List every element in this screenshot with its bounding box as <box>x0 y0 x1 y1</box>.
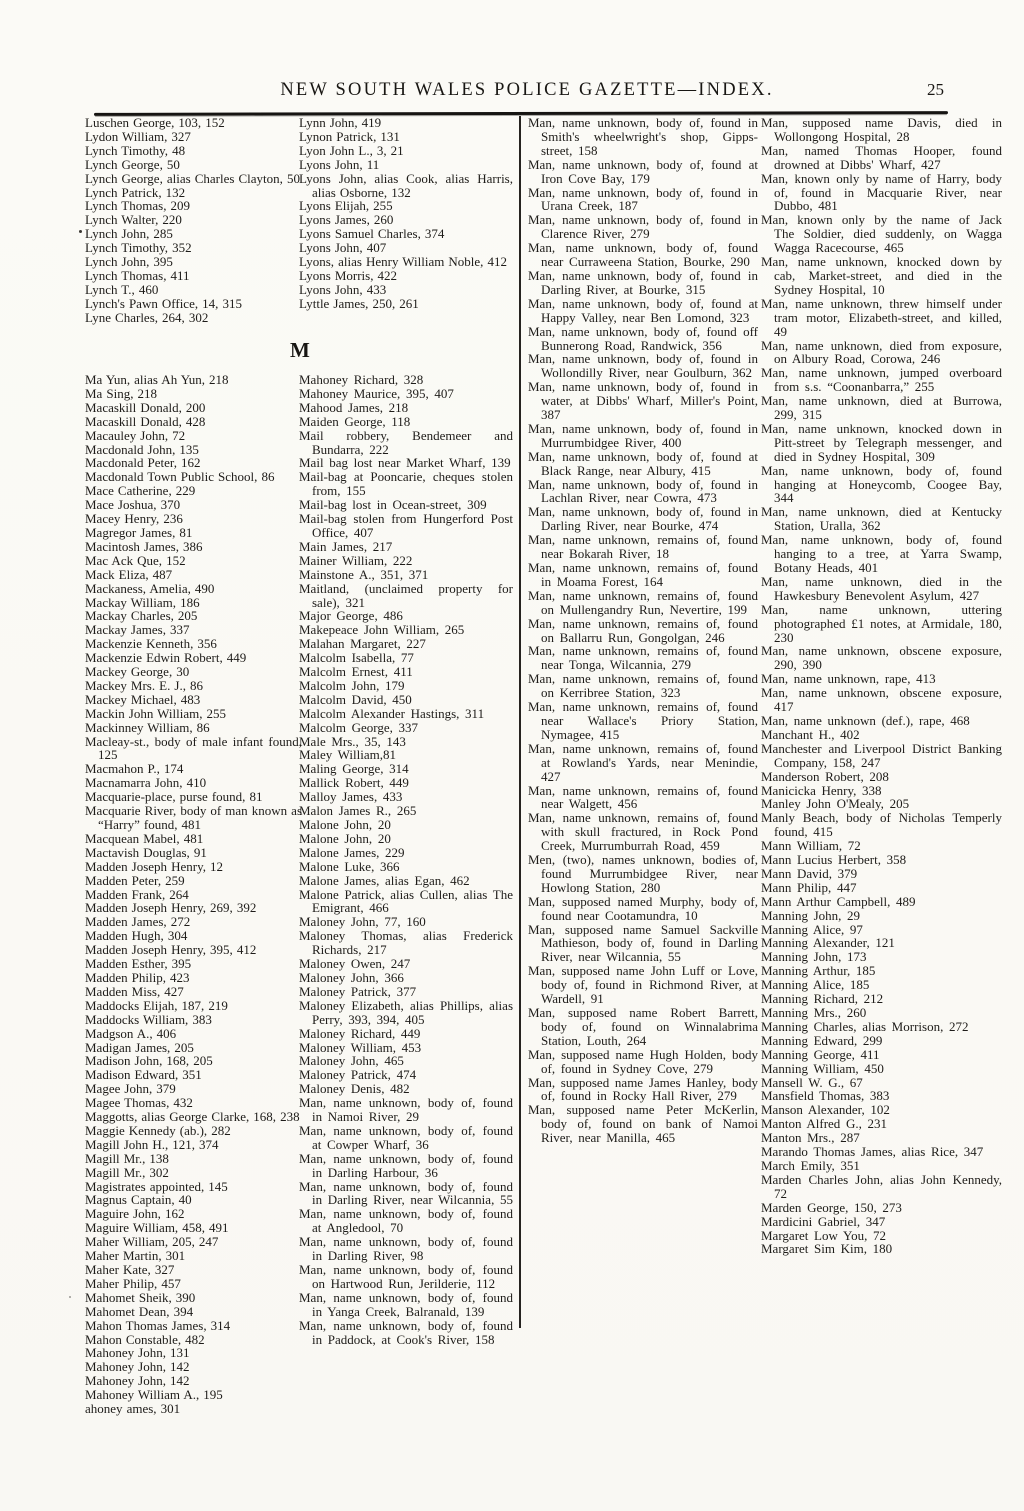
index-entry: Lynch John, 395 <box>85 254 173 270</box>
index-entry: Maher Philip, 457 <box>85 1275 181 1291</box>
index-entry: Maguire William, 458, 491 <box>85 1220 229 1236</box>
index-entry: Malone Patrick, alias Cullen, alias The Emigrant, 466 <box>299 886 513 916</box>
index-entry: Man, name unknown, remains of, found on Kerribree Station, 323 <box>528 671 758 701</box>
index-entry: Mahoney John, 131 <box>85 1345 190 1361</box>
index-entry: Manton Alfred G., 231 <box>761 1116 887 1132</box>
index-entry: Man, name unknown, remains of, found on Mullengandry Run, Nevertire, 199 <box>528 587 758 617</box>
index-entry: Manning George, 411 <box>761 1046 880 1062</box>
index-entry: Lyons James, 260 <box>299 212 394 228</box>
index-entry: Manning Alice, 97 <box>761 921 863 937</box>
index-entry: Man, supposed name Davis, died in Wollongong Hospital, 28 <box>761 115 1002 144</box>
index-entry: Manton Mrs., 287 <box>761 1130 860 1146</box>
index-entry: Mann David, 379 <box>761 865 858 881</box>
index-entry: March Emily, 351 <box>761 1157 860 1173</box>
index-entry: Mann Arthur Campbell, 489 <box>761 893 916 909</box>
index-entry: Mackey Michael, 483 <box>85 691 201 707</box>
index-entry: Maloney Patrick, 474 <box>299 1067 417 1083</box>
index-entry: Macey Henry, 236 <box>85 511 183 527</box>
index-entry: Man, name unknown, body of, found at Black Range, near Albury, 415 <box>528 448 758 478</box>
index-entry: Lyons Morris, 422 <box>299 267 398 283</box>
index-entry: Manderson Robert, 208 <box>761 768 889 784</box>
index-entry: Man, named Thomas Hooper, found drowned at Dibbs' Wharf, 427 <box>761 142 1002 172</box>
index-entry: Manning John, 29 <box>761 907 861 923</box>
index-entry: Magregor James, 81 <box>85 524 193 540</box>
index-entry: Man, name unknown, body of, found at Cowper Wharf, 36 <box>299 1122 513 1152</box>
column-1-section-l <box>85 116 302 325</box>
index-entry: Lyons, alias Henry William Noble, 412 <box>299 254 507 270</box>
index-entry: Man, name unknown, body of, found in Darling River, near Bourke, 474 <box>528 504 758 534</box>
index-entry: Man, known only by the name of Jack The Soldier, died suddenly, on Wagga Wagga Racecourse, 465 <box>761 212 1002 256</box>
index-entry: Maddocks William, 383 <box>85 1011 212 1027</box>
index-entry: Man, name unknown, died at Burrowa, 299, 315 <box>761 393 1002 423</box>
index-entry: Maloney Thomas, alias Frederick Richards, 217 <box>299 928 513 958</box>
index-entry: Maher Kate, 327 <box>85 1262 175 1277</box>
index-entry: Man, name unknown, body of, found in Darling River, 98 <box>299 1234 513 1264</box>
index-entry: Malcolm Ernest, 411 <box>299 664 413 680</box>
index-entry: Lynch Timothy, 352 <box>85 240 192 256</box>
index-entry: Man, name unknown, threw himself under tram motor, Elizabeth-street, and killed, 49 <box>761 295 1002 339</box>
index-entry: Lyon John L., 3, 21 <box>299 142 404 158</box>
index-entry: Malon James R., 265 <box>299 803 417 819</box>
index-entry: Maloney John, 77, 160 <box>299 914 426 930</box>
index-entry: Mackay William, 186 <box>85 594 200 610</box>
index-entry: Madden Frank, 264 <box>85 886 189 902</box>
index-entry: Maloney Elizabeth, alias Phillips, alias Perry, 393, 394, 405 <box>299 997 513 1027</box>
index-entry: Maher Martin, 301 <box>85 1248 186 1264</box>
index-entry: Maley William,81 <box>299 747 396 763</box>
index-entry: Man, name unknown, jumped overboard from s.s. “Coonanbarra,” 255 <box>761 365 1002 395</box>
index-entry: Man, name unknown, died in the Hawkesbury Benevolent Asylum, 427 <box>761 573 1002 603</box>
index-entry: Maloney Richard, 449 <box>299 1025 421 1041</box>
section-heading-m: M <box>290 338 310 362</box>
index-entry: Man, supposed name Peter McKerlin, body of, found on bank of Namoi River, near Manilla, 465 <box>528 1102 758 1146</box>
index-entry: Ma Sing, 218 <box>85 385 158 401</box>
index-entry: Man, name unknown, body of, found in Clarence River, 279 <box>528 212 758 242</box>
index-entry: Mail-bag lost in Ocean-street, 309 <box>299 497 487 513</box>
index-entry: Mainer William, 222 <box>299 552 413 568</box>
index-entry: Male Mrs., 35, 143 <box>299 733 406 749</box>
index-entry: Mackenzie Kenneth, 356 <box>85 636 217 652</box>
index-entry: Madden Peter, 259 <box>85 872 185 888</box>
index-entry: Madden Hugh, 304 <box>85 928 188 944</box>
index-entry: Lyons John, alias Cook, alias Harris, alias Osborne, 132 <box>299 170 513 200</box>
index-entry: Manchester and Liverpool District Banking Company, 158, 247 <box>761 740 1002 770</box>
index-entry: Makepeace John William, 265 <box>299 622 465 638</box>
index-entry: Mainstone A., 351, 371 <box>299 566 429 582</box>
index-entry: Man, name unknown, body of, found at Angledool, 70 <box>299 1206 513 1236</box>
index-entry: Lynch Patrick, 132 <box>85 184 186 200</box>
index-entry: Men, (two), names unknown, bodies of, found Murrumbidgee River, near Howlong Station, 280 <box>528 852 758 895</box>
index-entry: Lynn John, 419 <box>299 115 382 130</box>
index-entry: Macaskill Donald, 428 <box>85 413 206 429</box>
index-entry: Lyne Charles, 264, 302 <box>85 309 209 325</box>
index-entry: Maher William, 205, 247 <box>85 1234 219 1250</box>
index-entry: Lyons John, 407 <box>299 240 387 256</box>
index-entry: Madison Edward, 351 <box>85 1067 202 1083</box>
index-entry: Man, name unknown, body of, found in Wollondilly River, near Goulburn, 362 <box>528 351 758 381</box>
index-entry: Mackay Charles, 205 <box>85 608 198 624</box>
index-entry: Malahan Margaret, 227 <box>299 636 426 652</box>
index-entry: Macmahon P., 174 <box>85 761 184 777</box>
index-entry: Major George, 486 <box>299 608 403 624</box>
index-entry: Madden Miss, 427 <box>85 983 184 999</box>
index-entry: Malone Luke, 366 <box>299 858 400 874</box>
index-entry: Luschen George, 103, 152 <box>85 115 225 130</box>
index-entry: Man, name unknown, body of, found on Hartwood Run, Jerilderie, 112 <box>299 1262 513 1291</box>
index-entry: Manning Charles, alias Morrison, 272 <box>761 1018 969 1034</box>
index-entry: Macleay-st., body of male infant found, 125 <box>85 733 302 763</box>
index-entry: Macquean Mabel, 481 <box>85 830 204 846</box>
index-entry: Mackay James, 337 <box>85 622 190 638</box>
index-entry: Malloy James, 433 <box>299 789 403 805</box>
index-entry: Madden Joseph Henry, 269, 392 <box>85 900 257 916</box>
index-entry: Marden Charles John, alias John Kennedy, 72 <box>761 1171 1002 1201</box>
index-entry: Lyons John, 433 <box>299 281 387 297</box>
page-title: NEW SOUTH WALES POLICE GAZETTE—INDEX. <box>280 80 774 100</box>
index-entry: Manning Arthur, 185 <box>761 963 876 979</box>
index-entry: Mahomet Sheik, 390 <box>85 1289 196 1305</box>
column-divider-line <box>519 116 521 1328</box>
index-entry: Man, name unknown, body of, found in Murrumbidgee River, 400 <box>528 420 758 450</box>
index-entry: Margaret Sim Kim, 180 <box>761 1241 893 1257</box>
index-entry: Mansell W. G., 67 <box>761 1074 863 1090</box>
index-entry: Lynch's Pawn Office, 14, 315 <box>85 295 242 311</box>
index-entry: Main James, 217 <box>299 538 393 554</box>
index-entry: Margaret Low You, 72 <box>761 1227 887 1243</box>
index-entry: Mansfield Thomas, 383 <box>761 1088 890 1104</box>
index-entry: Maiden George, 118 <box>299 413 411 429</box>
index-entry: Mace Joshua, 370 <box>85 497 181 513</box>
index-entry: Mahoney William A., 195 <box>85 1387 223 1403</box>
index-entry: Mactavish Douglas, 91 <box>85 844 207 860</box>
index-entry: Macauley John, 72 <box>85 427 186 443</box>
index-entry: Mail robbery, Bendemeer and Bundarra, 222 <box>299 427 513 457</box>
index-entry: Man, supposed name John Luff or Love, body of, found in Richmond River, at Wardell, 91 <box>528 963 758 1007</box>
index-entry: Man, name unknown, remains of, found at Rowland's Yards, near Menindie, 427 <box>528 740 758 784</box>
index-entry: Mail-bag at Pooncarie, cheques stolen from, 155 <box>299 469 513 499</box>
index-entry: Mackaness, Amelia, 490 <box>85 580 215 596</box>
page-number: 25 <box>927 80 944 99</box>
index-entry: Macquarie River, body of man known as “Harry” found, 481 <box>85 803 302 832</box>
index-entry: Mail-bag stolen from Hungerford Post Office, 407 <box>299 511 513 540</box>
index-entry: Man, name unknown, remains of, found near Bokarah River, 18 <box>528 532 758 562</box>
index-entry: Lyons Samuel Charles, 374 <box>299 226 445 242</box>
index-entry: Mahoney Richard, 328 <box>299 372 424 387</box>
index-entry: Manning William, 450 <box>761 1060 884 1076</box>
index-entry: Man, name unknown, body of, found hanging to a tree, at Yarra Swamp, Botany Heads, 401 <box>761 532 1002 575</box>
index-entry: Man, name unknown, body of, found in Darling River, near Wilcannia, 55 <box>299 1178 513 1208</box>
index-entry: Mackinney William, 86 <box>85 719 210 735</box>
index-entry: Malone John, 20 <box>299 830 391 846</box>
index-entry: Macdonald John, 135 <box>85 441 199 457</box>
index-entry: Mackey George, 30 <box>85 664 190 680</box>
index-entry: Mann Philip, 447 <box>761 879 857 895</box>
index-entry: Man, name unknown, remains of, found with skull fractured, in Rock Pond Creek, Murrumburrah Road, 459 <box>528 810 758 854</box>
index-entry: ahoney ames, 301 <box>85 1401 181 1417</box>
index-entry: Malone John, 20 <box>299 817 391 832</box>
column-3 <box>528 116 758 1145</box>
index-entry: Mackey Mrs. E. J., 86 <box>85 677 204 693</box>
column-2-section-m <box>299 373 513 1346</box>
index-entry: Man, name unknown, remains of, found in Moama Forest, 164 <box>528 560 758 589</box>
index-entry: Mackenzie Edwin Robert, 449 <box>85 650 247 666</box>
index-entry: Mac Ack Que, 152 <box>85 552 186 568</box>
index-entry: Malcolm Isabella, 77 <box>299 650 414 666</box>
index-entry: Manning John, 173 <box>761 949 867 965</box>
index-entry: Mann Lucius Herbert, 358 <box>761 852 907 868</box>
index-entry: Manning Alexander, 121 <box>761 935 895 951</box>
index-entry: Lynch George, 50 <box>85 156 180 172</box>
column-2-section-l <box>299 116 513 311</box>
index-entry: Manning Alice, 185 <box>761 977 870 993</box>
index-entry: Man, name unknown, body of, found off Bunnerong Road, Randwick, 356 <box>528 323 758 353</box>
column-1-section-m <box>85 373 302 1416</box>
index-entry: Maggotts, alias George Clarke, 168, 238 <box>85 1109 300 1125</box>
index-entry: Madden Joseph Henry, 395, 412 <box>85 942 257 958</box>
index-entry: Maloney John, 465 <box>299 1053 404 1069</box>
index-entry: Man, name unknown, body of, found at Iron Cove Bay, 179 <box>528 156 758 186</box>
index-entry: Mackin John William, 255 <box>85 705 227 721</box>
index-entry: Lynch Thomas, 411 <box>85 267 190 283</box>
index-entry: Lydon William, 327 <box>85 128 191 144</box>
index-entry: Magistrates appointed, 145 <box>85 1178 228 1194</box>
index-entry: Manson Alexander, 102 <box>761 1102 890 1118</box>
index-entry: Mahoney Maurice, 395, 407 <box>299 385 454 401</box>
index-entry: Lyons John, 11 <box>299 156 380 172</box>
index-entry: Man, name unknown, obscene exposure, 290, 390 <box>761 643 1002 673</box>
column-4 <box>761 116 1002 1256</box>
index-entry: Manicicka Henry, 338 <box>761 782 882 798</box>
index-entry: Man, name unknown, knocked down in Pitt-street by Telegraph messenger, and died in Sydney Hospital, 309 <box>761 420 1002 464</box>
index-entry: Ma Yun, alias Ah Yun, 218 <box>85 372 229 387</box>
index-entry: Man, name unknown, body of, found in Paddock, at Cook's River, 158 <box>299 1317 513 1347</box>
index-entry: Man, name unknown, body of, found in Darling River, at Bourke, 315 <box>528 267 758 297</box>
index-entry: Malcolm David, 450 <box>299 691 412 707</box>
index-entry: Maloney Owen, 247 <box>299 956 411 972</box>
index-entry: Marando Thomas James, alias Rice, 347 <box>761 1144 984 1160</box>
index-entry: Manning Mrs., 260 <box>761 1005 867 1020</box>
index-entry: Magill Mr., 138 <box>85 1150 169 1166</box>
index-entry: Lyttle James, 250, 261 <box>299 295 419 311</box>
index-entry: Man, name unknown, died at Kentucky Station, Uralla, 362 <box>761 504 1002 534</box>
index-entry: Mace Catherine, 229 <box>85 483 196 499</box>
index-entry: Lynon Patrick, 131 <box>299 128 400 144</box>
index-entry: Magee John, 379 <box>85 1081 176 1097</box>
index-entry: Man, name unknown, body of, found in Lachlan River, near Cowra, 473 <box>528 476 758 506</box>
index-entry: Man, name unknown, body of, found in Namoi River, 29 <box>299 1095 513 1125</box>
index-entry: Maggie Kennedy (ab.), 282 <box>85 1122 231 1138</box>
index-entry: Man, name unknown, body of, found in Urana Creek, 187 <box>528 184 758 214</box>
index-entry: Man, name unknown, remains of, found near Tonga, Wilcannia, 279 <box>528 643 758 673</box>
index-entry: Mahoney John, 142 <box>85 1359 190 1375</box>
index-entry: Man, name unknown, body of, found in Yanga Creek, Balranald, 139 <box>299 1289 513 1319</box>
index-entry: Lyons Elijah, 255 <box>299 198 393 214</box>
index-entry: Man, name unknown, body of, found in Smith's wheelwright's shop, Gipps-street, 158 <box>528 115 758 158</box>
index-entry: Man, supposed name Robert Barrett, body of, found on Winnalabrima Station, Louth, 264 <box>528 1005 758 1048</box>
index-entry: Malcolm George, 337 <box>299 719 419 735</box>
index-entry: Lynch Timothy, 48 <box>85 142 186 158</box>
index-entry: Madden Joseph Henry, 12 <box>85 858 224 874</box>
index-entry: Man, name unknown, uttering photographed £1 notes, at Armidale, 180, 230 <box>761 601 1002 645</box>
index-entry: Maloney Patrick, 377 <box>299 983 417 999</box>
index-entry: Macdonald Peter, 162 <box>85 455 201 471</box>
index-entry: Man, supposed name Hugh Holden, body of, found in Sydney Cove, 279 <box>528 1046 758 1076</box>
scan-speck <box>79 230 82 233</box>
index-entry: Macquarie-place, purse found, 81 <box>85 789 263 805</box>
index-entry: Malone James, 229 <box>299 844 405 860</box>
index-entry: Magnus Captain, 40 <box>85 1192 192 1208</box>
index-entry: Maguire John, 162 <box>85 1206 185 1222</box>
index-entry: Man, name unknown, body of, found at Happy Valley, near Ben Lomond, 323 <box>528 295 758 325</box>
index-entry: Man, name unknown, body of, found hanging at Honeycomb, Coogee Bay, 344 <box>761 462 1002 506</box>
index-entry: Mail bag lost near Market Wharf, 139 <box>299 455 511 471</box>
index-entry: Man, name unknown, body of, found in water, at Dibbs' Wharf, Miller's Point, 387 <box>528 379 758 423</box>
index-entry: Mardicini Gabriel, 347 <box>761 1213 886 1229</box>
index-entry: Macaskill Donald, 200 <box>85 399 206 415</box>
index-entry: Malcolm Alexander Hastings, 311 <box>299 705 485 721</box>
index-entry: Lynch Thomas, 209 <box>85 198 190 214</box>
index-entry: Man, known only by name of Harry, body of, found in Macquarie River, near Dubbo, 481 <box>761 170 1002 214</box>
index-entry: Man, name unknown, body of, found near Curraweena Station, Bourke, 290 <box>528 240 758 270</box>
index-entry: Mahon Constable, 482 <box>85 1331 205 1347</box>
index-entry: Maitland, (unclaimed property for sale), 321 <box>299 580 513 610</box>
index-entry: Man, name unknown, rape, 413 <box>761 671 936 687</box>
index-entry: Macnamarra John, 410 <box>85 775 207 791</box>
index-entry: Lynch John, 285 <box>85 226 173 242</box>
index-entry: Madden James, 272 <box>85 914 191 930</box>
index-entry: Mahomet Dean, 394 <box>85 1303 194 1319</box>
scan-speck <box>69 1296 71 1298</box>
index-entry: Mann William, 72 <box>761 838 861 854</box>
index-entry: Man, name unknown, died from exposure, on Albury Road, Corowa, 246 <box>761 337 1002 367</box>
index-entry: Mallick Robert, 449 <box>299 775 409 791</box>
index-entry: Maloney John, 366 <box>299 969 404 985</box>
index-entry: Marden George, 150, 273 <box>761 1199 902 1215</box>
index-entry: Lynch T., 460 <box>85 281 159 297</box>
index-entry: Mack Eliza, 487 <box>85 566 173 582</box>
index-entry: Madden Esther, 395 <box>85 956 192 972</box>
index-entry: Manley John O'Mealy, 205 <box>761 796 910 812</box>
index-entry: Man, supposed named Murphy, body of, found near Cootamundra, 10 <box>528 893 758 923</box>
index-entry: Mahoney John, 142 <box>85 1373 190 1389</box>
index-entry: Mahood James, 218 <box>299 399 409 415</box>
index-entry: Man, name unknown, remains of, found near Walgett, 456 <box>528 782 758 812</box>
index-entry: Maloney William, 453 <box>299 1039 422 1055</box>
index-entry: Maddocks Elijah, 187, 219 <box>85 997 228 1013</box>
index-entry: Man, name unknown, remains of, found on Ballarru Run, Gongolgan, 246 <box>528 615 758 645</box>
index-entry: Madgson A., 406 <box>85 1025 177 1041</box>
index-entry: Lynch George, alias Charles Clayton, 50 <box>85 170 300 186</box>
index-entry: Macintosh James, 386 <box>85 538 203 554</box>
index-entry: Man, name unknown, body of, found in Darling Harbour, 36 <box>299 1150 513 1180</box>
index-entry: Man, name unknown, obscene exposure, 417 <box>761 685 1002 715</box>
index-entry: Magill John H., 121, 374 <box>85 1136 219 1152</box>
index-entry: Malone James, alias Egan, 462 <box>299 872 470 888</box>
index-entry: Madden Philip, 423 <box>85 969 190 985</box>
index-entry: Man, name unknown (def.), rape, 468 <box>761 712 970 728</box>
index-entry: Malcolm John, 179 <box>299 677 405 693</box>
index-entry: Man, supposed name Samuel Sackville Mathieson, body of, found in Darling River, near Wilcannia, 55 <box>528 921 758 965</box>
index-entry: Maloney Denis, 482 <box>299 1081 410 1097</box>
index-entry: Maling George, 314 <box>299 761 409 777</box>
index-entry: Manning Edward, 299 <box>761 1032 883 1048</box>
index-entry: Manchant H., 402 <box>761 726 860 742</box>
index-entry: Lynch Walter, 220 <box>85 212 182 228</box>
index-entry: Madigan James, 205 <box>85 1039 194 1055</box>
index-entry: Macdonald Town Public School, 86 <box>85 469 275 485</box>
index-entry: Mahon Thomas James, 314 <box>85 1317 231 1333</box>
index-entry: Magill Mr., 302 <box>85 1164 169 1180</box>
index-entry: Manning Richard, 212 <box>761 991 884 1007</box>
index-entry: Man, supposed name James Hanley, body of, found in Rocky Hall River, 279 <box>528 1074 758 1104</box>
index-entry: Man, name unknown, knocked down by cab, Market-street, and died in the Sydney Hospital, 10 <box>761 254 1002 297</box>
index-entry: Madison John, 168, 205 <box>85 1053 213 1069</box>
index-entry: Magee Thomas, 432 <box>85 1095 193 1111</box>
index-entry: Manly Beach, body of Nicholas Temperly found, 415 <box>761 810 1002 840</box>
index-entry: Man, name unknown, remains of, found near Wallace's Priory Station, Nymagee, 415 <box>528 699 758 742</box>
